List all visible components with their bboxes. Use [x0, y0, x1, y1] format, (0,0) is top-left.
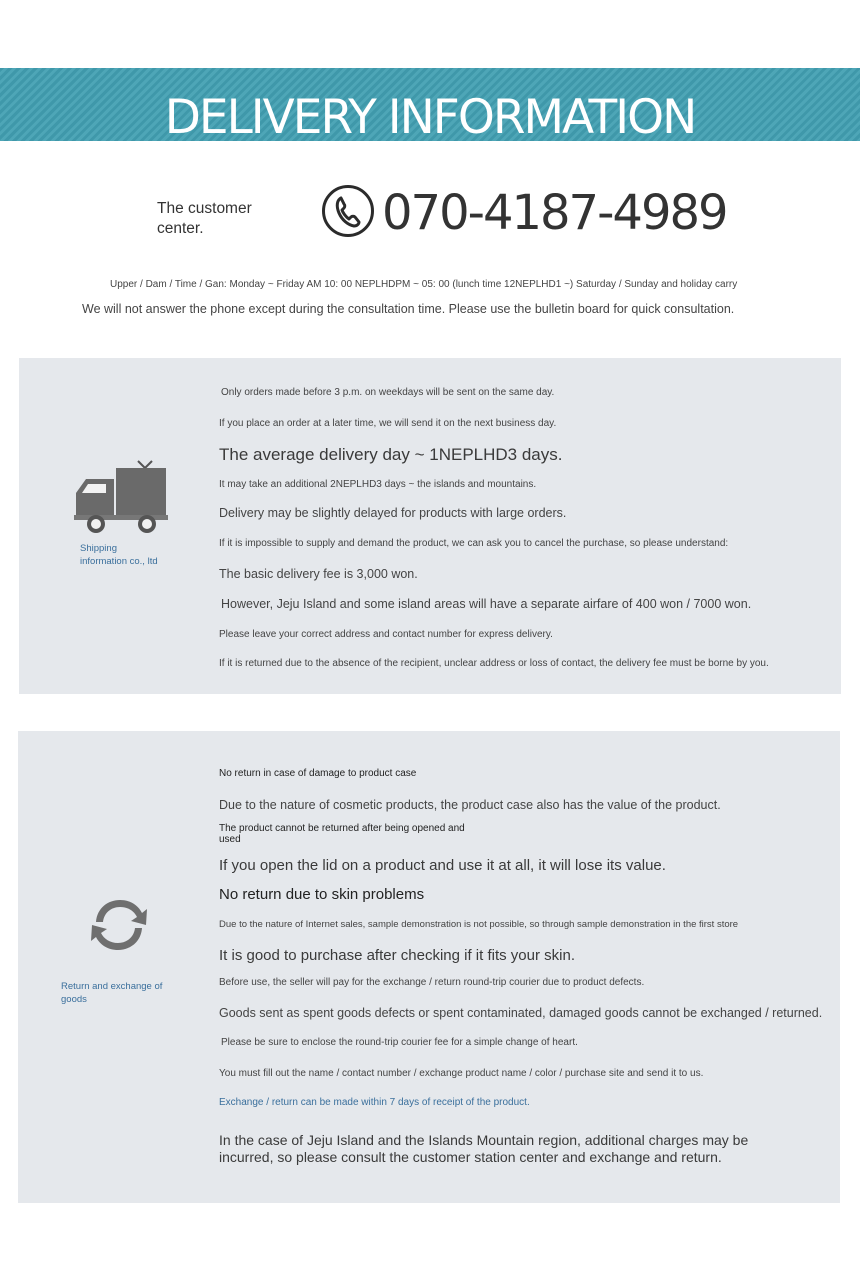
shipping-info-panel: [19, 358, 841, 694]
shipping-line: Only orders made before 3 p.m. on weekdays will be sent on the same day.: [221, 387, 555, 398]
return-line: No return due to skin problems: [219, 886, 425, 903]
customer-center-label: The customer center.: [157, 200, 252, 237]
return-line: Before use, the seller will pay for the exchange / return round-trip courier due to product defects.: [219, 977, 645, 988]
return-exchange-icon: [88, 894, 150, 956]
return-line: Due to the nature of cosmetic products, the product case also has the value of the product.: [219, 798, 721, 812]
return-line: If you open the lid on a product and use it at all, it will lose its value.: [219, 857, 666, 874]
return-line: Due to the nature of Internet sales, sample demonstration is not possible, so through sample demonstration in the first store: [219, 919, 739, 930]
shipping-line: However, Jeju Island and some island areas will have a separate airfare of 400 won / 7000 won.: [221, 597, 752, 611]
shipping-line: The average delivery day ~ 1NEPLHD3 days.: [219, 445, 563, 464]
delivery-truck-icon: [74, 459, 170, 537]
consultation-hours: Upper / Dam / Time / Gan: Monday ~ Friday AM 10: 00 NEPLHDPM ~ 05: 00 (lunch time 12NEPLHD1 ~) Saturday / Sunday and holiday carry: [110, 279, 738, 290]
page-title: DELIVERY INFORMATION: [164, 90, 696, 141]
shipping-line: Please leave your correct address and contact number for express delivery.: [219, 629, 553, 640]
shipping-line: The basic delivery fee is 3,000 won.: [219, 567, 418, 581]
customer-center-phone[interactable]: 070-4187-4989: [382, 185, 727, 241]
shipping-line: If it is returned due to the absence of the recipient, unclear address or loss of contact, the delivery fee must be borne by you.: [219, 658, 769, 669]
shipping-caption: Shipping information co., ltd: [80, 543, 158, 567]
shipping-line: It may take an additional 2NEPLHD3 days ~ the islands and mountains.: [219, 479, 537, 490]
return-line: No return in case of damage to product case: [219, 768, 417, 779]
return-line: Goods sent as spent goods defects or spent contaminated, damaged goods cannot be exchanged / returned.: [219, 1006, 823, 1020]
return-line: Exchange / return can be made within 7 days of receipt of the product.: [219, 1097, 530, 1108]
phone-icon: [321, 184, 375, 238]
return-line: It is good to purchase after checking if it fits your skin.: [219, 947, 576, 964]
return-line: Please be sure to enclose the round-trip courier fee for a simple change of heart.: [221, 1037, 578, 1048]
shipping-line: Delivery may be slightly delayed for products with large orders.: [219, 506, 567, 520]
return-line: In the case of Jeju Island and the Islands Mountain region, additional charges may be incurred, so please consult the customer station center and exchange and return.: [219, 1132, 749, 1165]
return-caption: Return and exchange of goods: [61, 981, 163, 1005]
consultation-notice: We will not answer the phone except during the consultation time. Please use the bulletin board for quick consultation.: [82, 302, 735, 316]
return-line: The product cannot be returned after being opened and used: [219, 823, 465, 845]
shipping-line: If you place an order at a later time, we will send it on the next business day.: [219, 418, 557, 429]
header-banner: [0, 68, 860, 141]
shipping-line: If it is impossible to supply and demand the product, we can ask you to cancel the purchase, so please understand:: [219, 538, 729, 549]
return-exchange-panel: [18, 731, 840, 1203]
return-line: You must fill out the name / contact number / exchange product name / color / purchase site and send it to us.: [219, 1068, 704, 1079]
